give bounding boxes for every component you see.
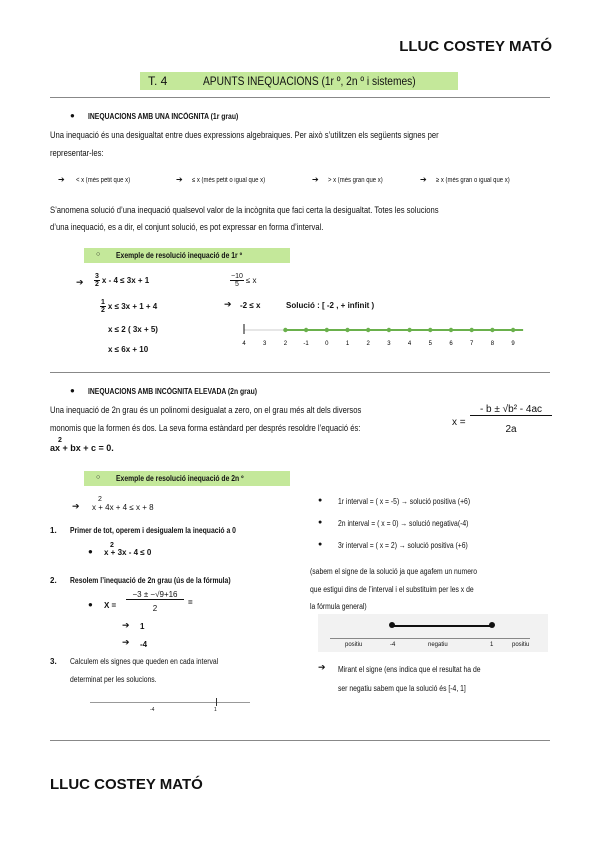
bullet-icon: ● [318,541,323,548]
step4: x ≤ 6x + 10 [108,345,149,354]
step2-label: Resolem l’inequació de 2n grau (ús de la fórmula) [70,576,231,585]
step2-numerator: −3 ± −√9+16 [126,590,184,600]
sign-ge: ≥ x (més gran o igual que x) [436,177,510,184]
number-line-point [345,328,349,332]
number-line-1 [230,320,530,350]
arrow-icon: ➔ [224,299,232,309]
number-line-tick-label: 6 [449,341,453,347]
step2-equals: = [188,598,193,607]
example2-title: Exemple de resolució inequació de 2n º [116,474,244,483]
sign-label-negative: negatiu [428,642,448,648]
number-line-tick-label: 3 [387,341,391,347]
number-line-tick-label: 8 [490,341,495,347]
root-2: -4 [140,640,148,649]
arrow-icon: ➔ [312,175,319,184]
number-line-point [283,328,287,332]
step-num-3: 3. [50,657,57,666]
step1: $\frac{3}{2}$ x - 4 ≤ 3x + 1 [95,273,150,288]
arrow-icon: ➔ [176,175,183,184]
bullet-icon: ● [88,547,93,556]
sign-label-root2: 1 [490,642,494,648]
number-line-tick-label: 3 [263,341,267,347]
circle-bullet-icon: ○ [96,474,101,481]
number-line-point [428,328,432,332]
number-line-point [511,328,515,332]
step-num-1: 1. [50,526,57,535]
root-1: 1 [140,622,145,631]
number-line-tick-label: 2 [366,341,370,347]
number-line-point [325,328,329,332]
divider [50,372,550,373]
sign-gt: > x (més gran que x) [328,177,383,184]
interval-1: 1r interval = ( x = -5) → solució positiva (+6) [338,497,471,506]
arrow-icon: ➔ [122,637,130,647]
step2-denominator: 2 [152,604,158,613]
sign-chart-axis [330,638,530,639]
step3: x ≤ 2 ( 3x + 5) [108,325,158,334]
step1-expr: x + 3x - 4 ≤ 0 [104,548,152,557]
section1-intro-1: Una inequació és una desigualtat entre dues expressions algebraiques. Per això s’utilitzen els següents signes per [50,130,439,140]
bullet-icon: ● [88,600,93,609]
small-line-tick [216,698,217,706]
section2-heading: INEQUACIONS AMB INCÒGNITA ELEVADA (2n grau) [88,387,258,396]
interval-3: 3r interval = ( x = 2) → solució positiva (+6) [338,541,468,550]
note-line2: que estigui dins de l’interval i el substituim per les x de [310,585,474,594]
sign-le: ≤ x (més petit o igual que x) [192,177,266,184]
solution-def-2: d’una inequació, es a dir, el conjunt solució, es pot expressar en forma d’interval. [50,222,324,232]
section2-intro-2: monomis que la formen és dos. La seva forma estàndard per després resoldre l’equació és: [50,423,361,433]
page-title: APUNTS INEQUACIONS (1r º, 2n º i sistemes) [203,74,416,88]
bullet-icon: ● [318,519,323,526]
arrow-icon: ➔ [72,501,80,511]
note-line1: (sabem el signe de la solució ja que agafem un numero [310,567,478,576]
step3-line2: determinat per les solucions. [70,675,157,684]
number-line-tick-label: 2 [283,341,288,347]
section2-bullet: ● [70,386,75,395]
arrow-icon: ➔ [76,277,84,287]
arrow-icon: ➔ [122,620,130,630]
note-line3: la fórmula general) [310,602,367,611]
section2-intro-1: Una inequació de 2n grau és un polinomi desigualat a zero, on el grau més alt dels diversos [50,405,362,415]
step-num-2: 2. [50,576,57,585]
number-line-point [490,328,494,332]
step1-label: Primer de tot, operem i desigualem la inequació a 0 [70,526,236,535]
interval-2: 2n interval = ( x = 0) → solució negativa(-4) [338,519,469,528]
number-line-point [470,328,474,332]
step-r1: $\frac{-10}{5}$ ≤ x [231,273,257,288]
step2-lhs: X = [104,601,117,610]
number-line-point [366,328,370,332]
number-line-point [407,328,411,332]
number-line-point [304,328,308,332]
header-author: LLUC COSTEY MATÓ [399,38,552,55]
small-line-label: 1 [214,707,217,713]
step1-exponent: 2 [110,542,114,549]
sign-label-positive: positiu [345,642,363,648]
number-line-tick-label: 9 [511,341,515,347]
number-line-tick-label: 7 [470,341,474,347]
example1-title: Exemple de resolució inequació de 1r º [116,251,243,260]
sign-label-positive: positiu [512,642,530,648]
arrow-icon: ➔ [420,175,427,184]
formula-numerator: - b ± √b² - 4ac [470,404,552,416]
divider [50,97,550,98]
step-r2: -2 ≤ x [240,301,261,310]
footer-author: LLUC COSTEY MATÓ [50,776,203,793]
circle-bullet-icon: ○ [96,251,101,258]
number-line-tick-label: 5 [428,341,432,347]
formula-lhs: x = [452,417,466,428]
standard-form: ax + bx + c = 0. [50,443,114,453]
arrow-icon: ➔ [58,175,65,184]
sign-label-root1: -4 [390,642,396,648]
sign-lt: < x (més petit que x) [76,177,131,184]
sign-chart-segment [392,625,492,627]
formula-denominator: 2a [505,424,517,435]
number-line-tick-label: 1 [345,341,350,347]
number-line-tick-label: -1 [303,341,309,347]
sign-chart-point [489,622,495,628]
standard-form-exponent: 2 [58,437,62,444]
solution-def-1: S’anomena solució d’una inequació qualsevol valor de la incògnita que faci certa la desigualtat. Totes les solucions [50,205,439,215]
section1-heading: INEQUACIONS AMB UNA INCÒGNITA (1r grau) [88,112,239,121]
example2-inequation: x + 4x + 4 ≤ x + 8 [92,503,154,512]
example2-exponent: 2 [98,496,102,503]
step3-line1: Calculem els signes que queden en cada interval [70,657,219,666]
number-line-tick-label: 4 [242,341,246,347]
conclusion-line1: Mirant el signe (ens indica que el resultat ha de [338,665,481,674]
number-line-point [449,328,453,332]
section1-bullet: ● [70,111,75,120]
divider [50,740,550,741]
number-line-point [387,328,391,332]
number-line-tick-label: 0 [325,341,329,347]
step2: $\frac{1}{2}$ x ≤ 3x + 1 + 4 [101,299,158,314]
title-unit: T. 4 [148,74,168,88]
bullet-icon: ● [318,497,323,504]
section1-intro-2: representar-les: [50,148,104,158]
conclusion-line2: ser negatiu sabem que la solució és [-4, 1] [338,684,466,693]
small-number-line [90,702,250,703]
solution-interval: Solució : [ -2 , + infinit ) [286,301,375,310]
arrow-icon: ➔ [318,662,326,672]
sign-chart-point [389,622,395,628]
number-line-tick-label: 4 [407,341,412,347]
small-line-label: -4 [150,707,155,713]
